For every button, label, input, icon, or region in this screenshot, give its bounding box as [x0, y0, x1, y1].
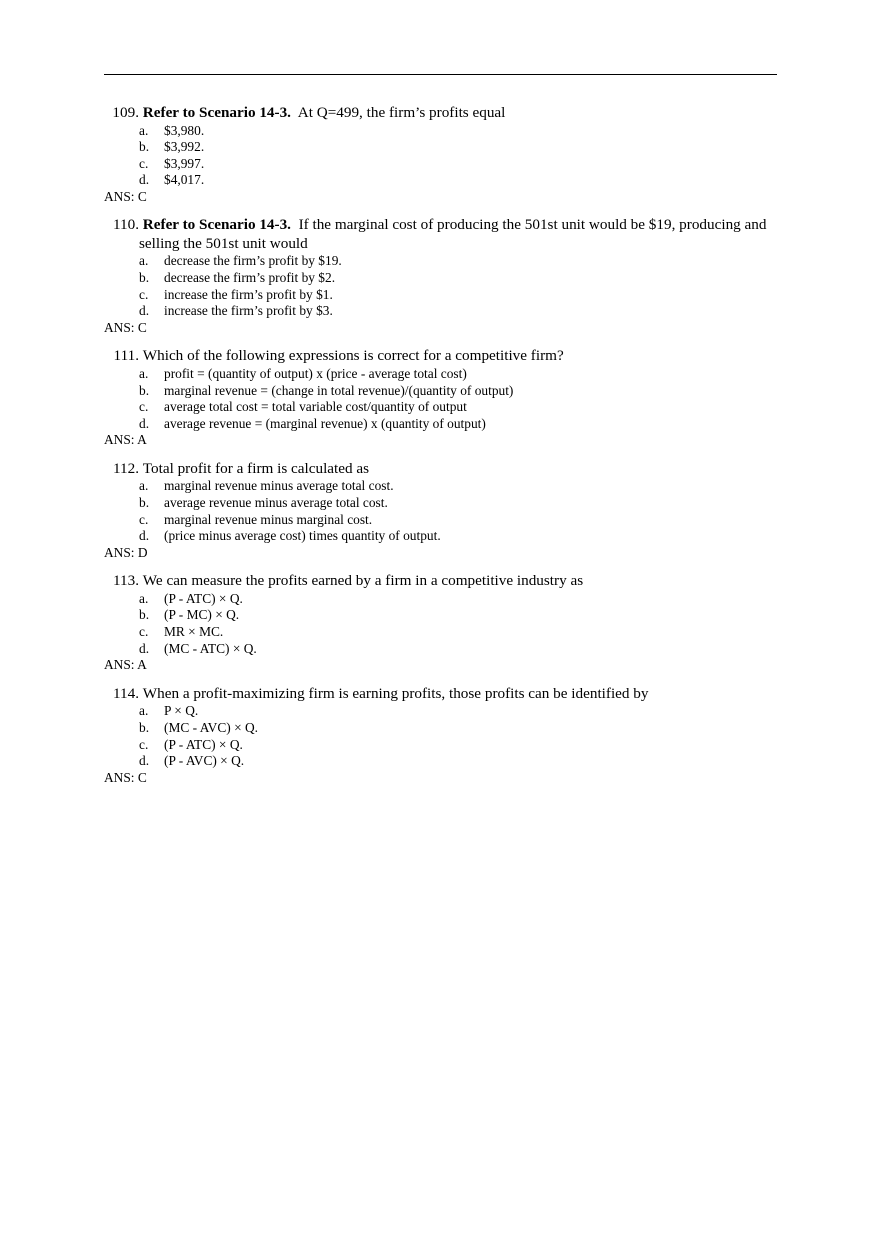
answer-key: ANS: C — [104, 769, 147, 785]
choice-list — [104, 366, 776, 432]
choice-d — [104, 416, 776, 433]
choice-d — [104, 528, 776, 545]
question-110 — [104, 216, 776, 336]
scenario-reference: Refer to Scenario 14-3. — [142, 216, 291, 234]
choice-letter: c. — [139, 624, 149, 640]
choice-list — [104, 253, 776, 319]
choice-text: (price minus average cost) times quantity of output. — [164, 528, 441, 544]
question-stem — [104, 685, 776, 704]
question-body: At Q=499, the firm’s profits equal — [290, 104, 506, 121]
choice-list — [104, 703, 776, 769]
question-112 — [104, 460, 776, 561]
choice-text: (P - ATC) × Q. — [164, 736, 243, 752]
choice-text: decrease the firm’s profit by $2. — [164, 270, 336, 286]
choice-b — [104, 495, 776, 512]
choice-d — [104, 753, 776, 770]
question-body: Total profit for a firm is calculated as — [142, 459, 370, 477]
question-text — [139, 460, 776, 479]
choice-text: average revenue = (marginal revenue) x (quantity of output) — [164, 415, 486, 431]
choice-text: $3,980. — [164, 122, 205, 138]
choice-b — [104, 607, 776, 624]
choice-d — [104, 641, 776, 658]
question-body: When a profit-maximizing firm is earning profits, those profits can be identified by — [142, 684, 649, 702]
choice-b — [104, 270, 776, 287]
question-text — [139, 572, 776, 591]
choice-letter: a. — [139, 253, 149, 269]
choice-a — [104, 123, 776, 140]
question-text — [139, 685, 776, 704]
choice-a — [104, 478, 776, 495]
question-stem — [104, 104, 776, 123]
question-number: 110. — [112, 216, 139, 234]
question-109 — [104, 104, 776, 205]
choice-letter: b. — [139, 607, 150, 623]
choice-letter: c. — [139, 399, 149, 415]
choice-letter: a. — [139, 478, 149, 494]
choice-c — [104, 512, 776, 529]
choice-text: $3,992. — [164, 139, 205, 155]
choice-text: marginal revenue minus average total cost. — [164, 478, 394, 494]
choice-letter: d. — [139, 303, 150, 319]
choice-list — [104, 123, 776, 189]
choice-text: marginal revenue minus marginal cost. — [164, 511, 373, 527]
choice-letter: d. — [139, 415, 150, 431]
choice-list — [104, 478, 776, 544]
choice-a — [104, 366, 776, 383]
question-text — [139, 347, 776, 366]
choice-text: average revenue minus average total cost. — [164, 495, 388, 510]
choice-a — [104, 703, 776, 720]
choice-c — [104, 624, 776, 641]
answer-key: ANS: C — [104, 188, 147, 204]
choice-b — [104, 720, 776, 737]
choice-letter: b. — [139, 719, 150, 735]
choice-letter: b. — [139, 139, 150, 155]
choice-b — [104, 139, 776, 156]
choice-text: average total cost = total variable cost/quantity of output — [164, 399, 467, 415]
question-113 — [104, 572, 776, 673]
question-stem — [104, 347, 776, 366]
choice-letter: c. — [139, 736, 149, 752]
choice-letter: a. — [139, 703, 149, 719]
choice-a — [104, 253, 776, 270]
choice-letter: a. — [139, 365, 149, 381]
choice-text: increase the firm’s profit by $3. — [164, 303, 333, 319]
answer-key: ANS: A — [104, 657, 147, 673]
choice-text: marginal revenue = (change in total revenue)/(quantity of output) — [164, 382, 514, 398]
answer-key: ANS: A — [104, 432, 147, 448]
question-body: Which of the following expressions is correct for a competitive firm? — [142, 347, 564, 365]
question-number: 112. — [112, 459, 139, 477]
choice-letter: b. — [139, 270, 150, 286]
question-list — [104, 104, 776, 797]
choice-text: P × Q. — [164, 703, 199, 719]
scenario-reference: Refer to Scenario 14-3. — [142, 104, 291, 121]
choice-d — [104, 172, 776, 189]
choice-list — [104, 591, 776, 657]
question-body: We can measure the profits earned by a firm in a competitive industry as — [142, 572, 584, 590]
choice-c — [104, 737, 776, 754]
choice-text: (P - AVC) × Q. — [164, 753, 245, 769]
question-stem — [104, 460, 776, 479]
question-number: 114. — [112, 684, 139, 702]
choice-letter: c. — [139, 155, 149, 171]
choice-text: (MC - ATC) × Q. — [164, 640, 257, 656]
choice-letter: d. — [139, 753, 150, 769]
choice-letter: c. — [139, 511, 149, 527]
question-stem — [104, 216, 776, 253]
choice-text: $4,017. — [164, 172, 205, 188]
choice-text: profit = (quantity of output) x (price - average total cost) — [164, 365, 467, 381]
choice-c — [104, 287, 776, 304]
question-number: 109. — [112, 104, 139, 121]
choice-text: MR × MC. — [164, 624, 224, 640]
answer-key: ANS: D — [104, 544, 148, 560]
choice-letter: d. — [139, 640, 150, 656]
choice-d — [104, 303, 776, 320]
question-111 — [104, 347, 776, 448]
choice-letter: c. — [139, 286, 149, 302]
choice-text: (P - MC) × Q. — [164, 607, 240, 623]
answer-key: ANS: C — [104, 319, 147, 335]
choice-letter: b. — [139, 382, 150, 398]
choice-text: increase the firm’s profit by $1. — [164, 286, 333, 302]
choice-c — [104, 156, 776, 173]
question-text — [139, 216, 776, 253]
question-number: 113. — [112, 572, 139, 590]
question-body: If the marginal cost of producing the 501st unit would be $19, producing and selling the 501st unit would — [139, 216, 771, 252]
choice-b — [104, 383, 776, 400]
choice-c — [104, 399, 776, 416]
choice-letter: d. — [139, 528, 150, 544]
question-stem — [104, 572, 776, 591]
question-number: 111. — [113, 347, 139, 365]
choice-text: (P - ATC) × Q. — [164, 590, 243, 606]
choice-text: (MC - AVC) × Q. — [164, 719, 258, 735]
choice-letter: b. — [139, 495, 150, 510]
choice-letter: a. — [139, 590, 149, 606]
question-114 — [104, 685, 776, 786]
choice-letter: d. — [139, 172, 150, 188]
choice-a — [104, 591, 776, 608]
choice-letter: a. — [139, 122, 149, 138]
header-rule — [104, 74, 777, 75]
choice-text: decrease the firm’s profit by $19. — [164, 253, 342, 269]
question-text — [139, 104, 776, 123]
choice-text: $3,997. — [164, 155, 205, 171]
